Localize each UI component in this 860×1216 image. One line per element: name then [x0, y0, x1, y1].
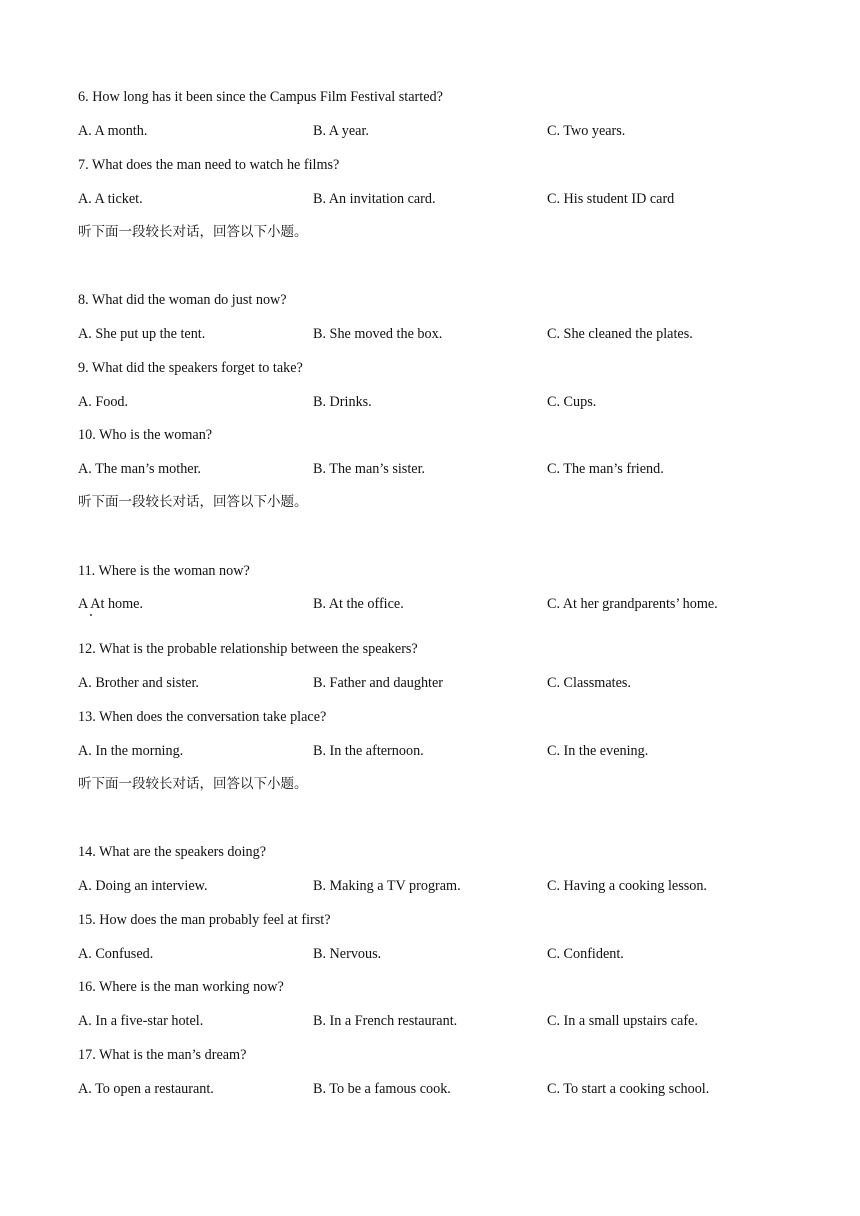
q14-option-b: B. Making a TV program. — [313, 878, 461, 894]
question-13: 13. When does the conversation take place? — [78, 709, 327, 725]
q9-option-b: B. Drinks. — [313, 394, 372, 410]
q15-option-b: B. Nervous. — [313, 946, 382, 962]
question-17: 17. What is the man’s dream? — [78, 1047, 247, 1063]
question-10: 10. Who is the woman? — [78, 427, 213, 443]
q15-option-c: C. Confident. — [547, 946, 624, 962]
q14-option-c: C. Having a cooking lesson. — [547, 878, 707, 894]
q6-option-c: C. Two years. — [547, 123, 626, 139]
q8-option-a: A. She put up the tent. — [78, 326, 206, 342]
q11-option-c: C. At her grandparents’ home. — [547, 596, 718, 612]
q7-option-b: B. An invitation card. — [313, 191, 436, 207]
q11-option-a: A At home. — [78, 596, 144, 612]
section-instruction-2: 听下面一段较长对话，回答以下小题。 — [78, 494, 308, 510]
q10-option-c: C. The man’s friend. — [547, 461, 664, 477]
q9-option-c: C. Cups. — [547, 394, 597, 410]
q6-option-b: B. A year. — [313, 123, 369, 139]
q8-option-b: B. She moved the box. — [313, 326, 443, 342]
q17-option-b: B. To be a famous cook. — [313, 1081, 451, 1097]
q6-option-a: A. A month. — [78, 123, 148, 139]
q13-option-c: C. In the evening. — [547, 743, 649, 759]
question-8: 8. What did the woman do just now? — [78, 292, 287, 308]
question-15: 15. How does the man probably feel at first? — [78, 912, 331, 928]
q7-option-c: C. His student ID card — [547, 191, 675, 207]
q10-option-a: A. The man’s mother. — [78, 461, 202, 477]
question-12: 12. What is the probable relationship between the speakers? — [78, 641, 418, 657]
question-6: 6. How long has it been since the Campus Film Festival started? — [78, 89, 443, 105]
question-14: 14. What are the speakers doing? — [78, 844, 267, 860]
q8-option-c: C. She cleaned the plates. — [547, 326, 693, 342]
q16-option-b: B. In a French restaurant. — [313, 1013, 458, 1029]
q14-option-a: A. Doing an interview. — [78, 878, 208, 894]
section-instruction-3: 听下面一段较长对话，回答以下小题。 — [78, 776, 308, 792]
q16-option-a: A. In a five-star hotel. — [78, 1013, 204, 1029]
q11-option-b: B. At the office. — [313, 596, 404, 612]
q13-option-a: A. In the morning. — [78, 743, 184, 759]
q13-option-b: B. In the afternoon. — [313, 743, 424, 759]
q7-option-a: A. A ticket. — [78, 191, 143, 207]
q10-option-b: B. The man’s sister. — [313, 461, 426, 477]
q12-option-a: A. Brother and sister. — [78, 675, 199, 691]
section-instruction-1: 听下面一段较长对话，回答以下小题。 — [78, 224, 308, 240]
question-11: 11. Where is the woman now? — [78, 563, 250, 579]
question-9: 9. What did the speakers forget to take? — [78, 360, 303, 376]
q16-option-c: C. In a small upstairs cafe. — [547, 1013, 698, 1029]
q9-option-a: A. Food. — [78, 394, 129, 410]
q12-option-c: C. Classmates. — [547, 675, 631, 691]
question-7: 7. What does the man need to watch he films? — [78, 157, 340, 173]
question-16: 16. Where is the man working now? — [78, 979, 284, 995]
q17-option-a: A. To open a restaurant. — [78, 1081, 214, 1097]
q17-option-c: C. To start a cooking school. — [547, 1081, 710, 1097]
q12-option-b: B. Father and daughter — [313, 675, 444, 691]
stray-dot-mark — [90, 614, 92, 616]
q15-option-a: A. Confused. — [78, 946, 154, 962]
